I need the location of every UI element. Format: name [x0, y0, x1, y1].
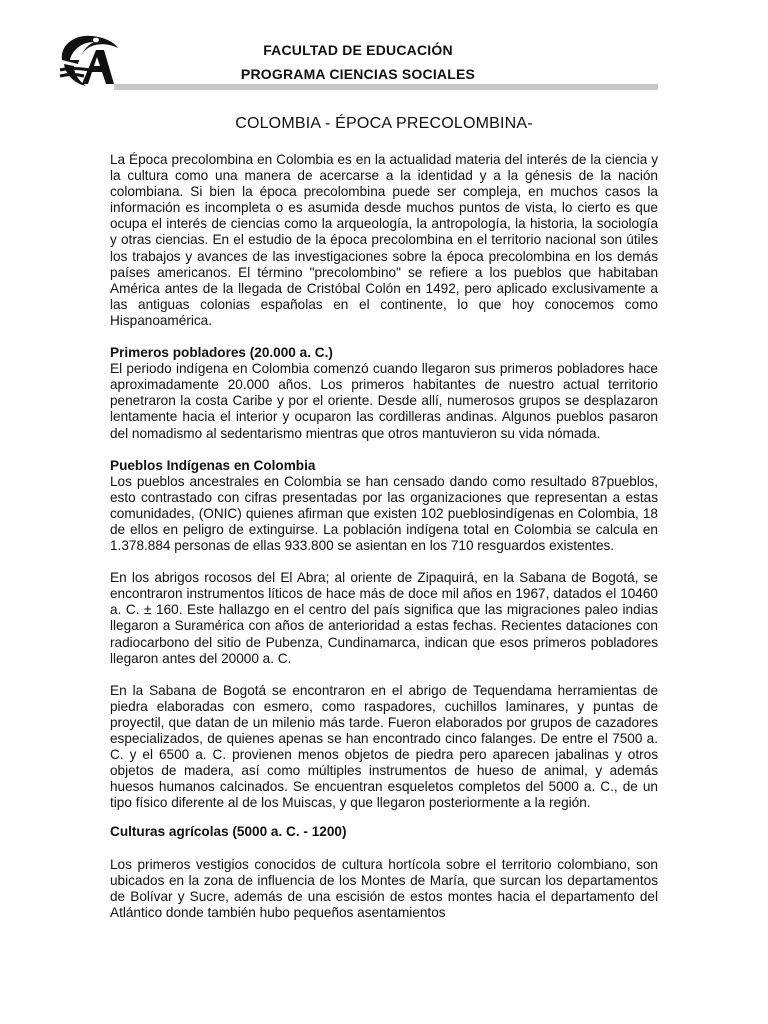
document-body — [110, 152, 658, 921]
section-heading-culturas-agricolas: Culturas agrícolas (5000 a. C. - 1200) — [110, 824, 347, 840]
section-paragraph: Los primeros vestigios conocidos de cultura hortícola sobre el territorio colombiano, son ubicados en la zona de influencia de los Montes de María, que surcan los departamentos de Bolívar y Sucre, además de una escisión de estos montes hacia el departamento del Atlántico donde también hubo pequeños asentamientos — [110, 856, 658, 920]
document-title: COLOMBIA - ÉPOCA PRECOLOMBINA- — [235, 115, 533, 132]
header-divider — [114, 84, 658, 90]
section-paragraph: En los abrigos rocosos del El Abra; al oriente de Zipaquirá, en la Sabana de Bogotá, se encontraron instrumentos líticos de hace más de doce mil años en 1967, datados el 10460 a. C. ± 160. Este hallazgo en el centro del país significa que las migraciones paleo indias llegaron a Suramérica con años de anterioridad a estas fechas. Recientes dataciones con radiocarbono del sitio de Pubenza, Cundinamarca, indican que esos primeros pobladores llegaron antes del 20000 a. C. — [110, 570, 658, 666]
section-heading-primeros-pobladores: Primeros pobladores (20.000 a. C.) — [110, 345, 333, 361]
section-paragraph: El periodo indígena en Colombia comenzó cuando llegaron sus primeros pobladores hace aproximadamente 20.000 años. Los primeros habitantes de nuestro actual territorio penetraron la costa Caribe y por el oriente. Desde allí, numerosos grupos se desplazaron lentamente hacia el interior y ocuparon las cordilleras andinas. Algunos pueblos pasaron del nomadismo al sedentarismo mientras que otros mantuvieron su vida nómada. — [110, 361, 658, 441]
section-paragraph: En la Sabana de Bogotá se encontraron en el abrigo de Tequendama herramientas de piedra elaboradas con esmero, como raspadores, cuchillos laminares, y puntas de proyectil, que datan de un milenio más tarde. Fueron elaborados por grupos de cazadores especializados, de quienes apenas se han encontrado cinco falanges. De entre el 7500 a. C. y el 6500 a. C. provienen menos objetos de piedra pero aparecen jabalinas y otros objetos de madera, así como múltiples instrumentos de hueso de animal, y además huesos humanos calcinados. Se encuentran esqueletos completos del 5000 a. C., de un tipo físico diferente al de los Muiscas, y que llegaron posteriormente a la región. — [110, 682, 658, 811]
intro-paragraph: La Época precolombina en Colombia es en la actualidad materia del interés de la ciencia y la cultura como una manera de acercarse a la identidad y a la génesis de la nación colombiana. Si bien la época precolombina puede ser compleja, en muchos casos la información es incompleta o es asumida desde muchos puntos de vista, lo cierto es que ocupa el interés de ciencias como la arqueología, la antropología, la historia, la sociología y otras ciencias. En el estudio de la época precolombina en el territorio nacional son útiles los trabajos y avances de las investigaciones sobre la época precolombina en los demás países americanos. El término "precolombino" se refiere a los pueblos que habitaban América antes de la llegada de Cristóbal Colón en 1492, pero aplicado exclusivamente a las antiguas colonias españolas en el continente, lo que hoy conocemos como Hispanoamérica. — [110, 152, 658, 328]
section-heading-pueblos-indigenas: Pueblos Indígenas en Colombia — [110, 457, 316, 473]
section-paragraph: Los pueblos ancestrales en Colombia se han censado dando como resultado 87pueblos, esto contrastado con cifras presentadas por las organizaciones que representan a estas comunidades, (ONIC) quienes afirman que existen 102 pueblosindígenas en Colombia, 18 de ellos en peligro de extinguirse. La población indígena total en Colombia se calcula en 1.378.884 personas de ellas 933.800 se asientan en los 710 resguardos existentes. — [110, 473, 658, 554]
program-title: PROGRAMA CIENCIAS SOCIALES — [240, 66, 476, 82]
institution-title: FACULTAD DE EDUCACIÓN — [263, 42, 453, 58]
